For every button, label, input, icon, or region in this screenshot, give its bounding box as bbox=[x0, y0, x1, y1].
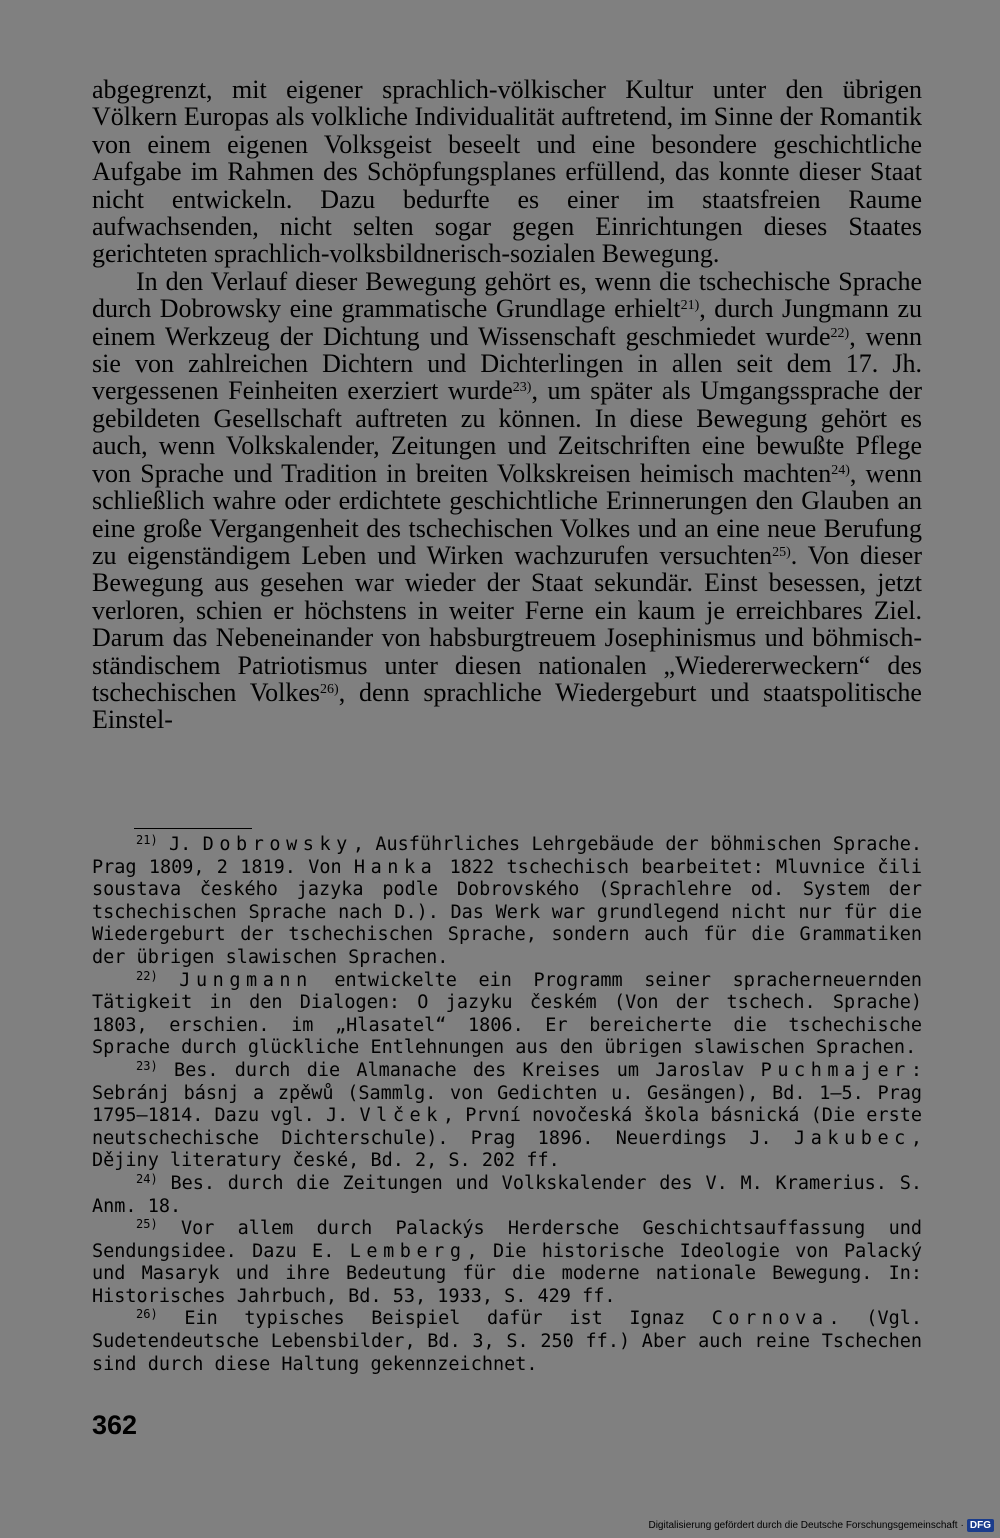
footnote-26 bbox=[92, 1308, 922, 1376]
paragraph-2-text: , durch Jungmann zu einem Werkzeug der Dichtung und Wissenschaft geschmiedet wurde bbox=[92, 294, 923, 351]
footnote-mark: 23) bbox=[136, 1058, 158, 1073]
dfg-logo-icon: DFG bbox=[967, 1519, 994, 1532]
footnote-ref-22: 22) bbox=[830, 325, 850, 341]
footnote-22 bbox=[92, 970, 922, 1060]
digitization-credit bbox=[648, 1519, 994, 1532]
footnote-text: , Dějiny literatury české, Bd. 2, S. 202 ff. bbox=[92, 1127, 922, 1172]
footnotes bbox=[92, 834, 922, 1376]
footnote-mark: 22) bbox=[136, 968, 158, 983]
author-name: Jungmann bbox=[179, 969, 313, 991]
paragraph-2-text: , um später als Umgangssprache der gebildeten Gesellschaft auftreten zu können. In diese Bewegung gehört es auch, wenn Volkskalender, Zeitungen und Zeitschriften eine bewußte Pflege von Sprache und Tradition in breiten Volkskreisen heimisch machten bbox=[92, 376, 922, 488]
paragraph-2-text: In den Verlauf dieser Bewegung gehört es, wenn die tschechische Sprache durch Dobrowsky eine grammatische Grundlage erhielt bbox=[92, 266, 922, 324]
footnote-text: . (Vgl. Sudetendeutsche Lebensbilder, Bd. 3, S. 250 ff.) Aber auch reine Tschechen sind durch diese Haltung gekennzeichnet. bbox=[92, 1308, 922, 1375]
author-name: Vlček bbox=[359, 1105, 443, 1127]
footnote-24 bbox=[92, 1173, 922, 1218]
footnote-text: , První novočeská škola básnická (Die erste neutschechische Dichterschule). Prag 1896. Neuerdings J. bbox=[92, 1105, 923, 1149]
page-number: 362 bbox=[92, 1410, 138, 1440]
author-name: Cornova bbox=[711, 1308, 829, 1330]
footnote-23 bbox=[92, 1060, 922, 1173]
author-name: Puchmajer bbox=[760, 1059, 911, 1081]
paragraph-1: abgegrenzt, mit eigener sprachlich-völkischer Kultur unter den übrigen Völkern Europas als volkliche Individualität auftretend, im Sinne der Romantik von einem eigenen Volksgeist beseelt und eine besondere geschichtliche Aufgabe im Rahmen des Schöpfungsplanes erfüllend, das konnte dieser Staat nicht entwickeln. Dazu bedurfte es einer im staatsfreien Raume aufwachsenden, nicht selten sogar gegen Einrichtungen dieses Staates gerichteten sprachlich-volksbildnerisch-sozialen Bewegung. bbox=[92, 75, 922, 269]
footnote-mark: 24) bbox=[136, 1171, 158, 1186]
paragraph-2-text: , wenn sie von zahlreichen Dichtern und Dichterlingen in allen seit dem 17. Jh. vergessenen Feinheiten exerziert wurde bbox=[92, 321, 922, 406]
author-name: Dobrowsky bbox=[202, 834, 353, 855]
footnote-text: Bes. durch die Almanache des Kreises um Jaroslav bbox=[157, 1059, 761, 1081]
credit-text: Digitalisierung gefördert durch die Deutsche Forschungsgemeinschaft bbox=[648, 1520, 958, 1531]
author-name: Lemberg bbox=[349, 1240, 467, 1262]
footnote-text: Ein typisches Beispiel dafür ist Ignaz bbox=[157, 1308, 712, 1330]
footnote-ref-24: 24) bbox=[831, 462, 850, 478]
footnote-text: 1822 tschechisch bearbeitet: Mluvnice čili soustava českého jazyka podle Dobrovského (Sprachlehre od. System der tschechischen Sprache nach D.). Das Werk war grundlegend nicht nur für die Wiedergeburt der tschechischen Sprache, sondern auch für die Grammatiken der übrigen slawischen Sprachen. bbox=[92, 856, 922, 968]
paragraph-2-text: . Von dieser Bewegung aus gesehen war wieder der Staat sekundär. Einst besessen, jetzt verloren, schien er höchstens in weiter Ferne ein kaum je erreichbares Ziel. Darum das Nebeneinander von habsburgtreuem Josephinismus und böhmisch-ständischem Patriotismus unter diesen nationalen „Wiedererweckern“ des tschechischen Volkes bbox=[92, 540, 922, 707]
footnote-mark: 21) bbox=[136, 833, 158, 847]
footnote-separator bbox=[134, 828, 252, 829]
footnote-text: : Sebránj básnj a zpěwů (Sammlg. von Gedichten u. Gesängen), Bd. 1—5. Prag 1795—1814. Dazu vgl. J. bbox=[92, 1059, 922, 1127]
author-name: Jakubec bbox=[794, 1127, 911, 1149]
footnote-text: Bes. durch die Zeitungen und Volkskalender des V. M. Kramerius. S. Anm. 18. bbox=[92, 1172, 922, 1217]
footnote-text: , Die historische Ideologie von Palacký und Masaryk und ihre Bedeutung für die moderne nationale Bewegung. In: Historisches Jahrbuch, Bd. 53, 1933, S. 429 ff. bbox=[92, 1240, 922, 1307]
paragraph-2-text: , denn sprachliche Wiedergeburt und staatspolitische Einstel- bbox=[92, 677, 922, 735]
main-text bbox=[92, 76, 922, 734]
footnote-ref-23: 23) bbox=[512, 380, 532, 396]
paragraph-2-text: , wenn schließlich wahre oder erdichtete geschichtliche Erinnerungen den Glauben an eine große Vergangenheit des tschechischen Volkes und an eine neue Berufung zu eigenständigem Leben und Wirken wachzurufen versuchten bbox=[92, 458, 922, 570]
footnote-text: , Ausführliches Lehrgebäude der böhmischen Sprache. Prag 1809, 2 1819. Von bbox=[92, 834, 922, 878]
footnote-text: entwickelte ein Programm seiner spracherneuernden Tätigkeit in den Dialogen: O jazyku českém (Von der tschech. Sprache) 1803, erschien. im „Hlasatel“ 1806. Er bereicherte die tschechische Sprache durch glückliche Entlehnungen aus den übrigen slawischen Sprachen. bbox=[92, 969, 923, 1059]
footnote-text: J. bbox=[157, 834, 203, 855]
footnote-mark: 25) bbox=[136, 1217, 158, 1232]
footnote-21 bbox=[92, 834, 922, 970]
footnote-ref-26: 26) bbox=[320, 681, 339, 697]
paragraph-2 bbox=[92, 268, 922, 734]
author-name: Hanka bbox=[353, 856, 438, 878]
footnote-ref-21: 21) bbox=[680, 298, 700, 314]
footnote-text: Vor allem durch Palackýs Herdersche Geschichtsauffassung und Sendungsidee. Dazu E. bbox=[92, 1218, 922, 1262]
footnote-25 bbox=[92, 1218, 922, 1308]
footnote-mark: 26) bbox=[136, 1307, 158, 1322]
footnote-ref-25: 25) bbox=[772, 544, 791, 560]
credit-separator-dot: · bbox=[960, 1520, 964, 1531]
